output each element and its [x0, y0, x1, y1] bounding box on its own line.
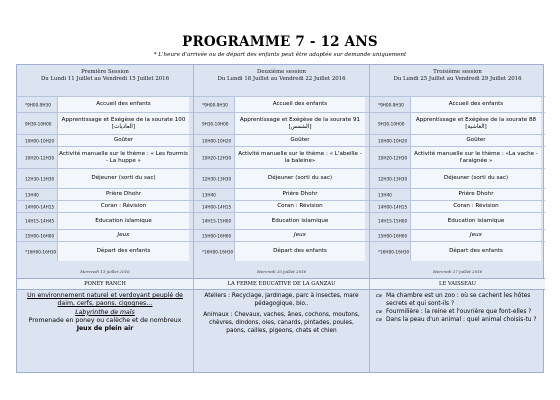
slot-time: 14H15-15H00 — [378, 218, 408, 224]
page-header — [16, 34, 544, 58]
session-name: Première Session — [81, 69, 129, 75]
slot-activity: Coran : Révision — [57, 201, 189, 212]
slot-activity: Education islamique — [57, 213, 189, 229]
schedule-row — [17, 188, 193, 200]
slot-time: 14H15-14H45 — [25, 218, 55, 224]
schedule-row — [17, 134, 193, 146]
schedule-row — [194, 134, 369, 146]
schedule-row — [17, 146, 193, 168]
slot-activity: Apprentissage et Exégèse de la sourate 88 [الغاشية] — [410, 113, 541, 134]
session-column-2 — [193, 65, 369, 372]
slot-activity: Déjeuner (sorti du sac) — [410, 169, 541, 188]
slot-activity: Goûter — [57, 135, 189, 146]
schedule-row — [194, 96, 369, 112]
slot-activity: Jeux — [410, 230, 541, 241]
schedule-row — [194, 200, 369, 212]
slot-time: 12H30-13H30 — [25, 176, 55, 181]
slot-time: 14H00-14H15 — [25, 204, 55, 209]
outing-description — [200, 292, 363, 335]
bullet-mark: ca — [376, 293, 382, 299]
slot-activity: Prière Dhohr — [57, 189, 189, 200]
slot-activity: Déjeuner (sorti du sac) — [234, 169, 365, 188]
slot-activity: Départ des enfants — [57, 242, 189, 261]
session-dates: Du Lundi 18 Juillet au Vendredi 22 Juillet 2016 — [217, 76, 346, 82]
slot-time: *9H00-9H30 — [378, 102, 404, 107]
timetable — [370, 96, 545, 261]
schedule-row — [17, 168, 193, 188]
schedule-row — [370, 212, 545, 229]
list-item — [376, 316, 539, 324]
schedule-row — [194, 229, 369, 241]
slot-time: 9H30-10H00 — [25, 121, 52, 126]
slot-time: 10H00-10H20 — [25, 138, 55, 143]
slot-time: 14H15-15H00 — [202, 218, 232, 224]
outing-description — [23, 292, 187, 333]
schedule-row — [194, 241, 369, 261]
slot-activity: Déjeuner (sorti du sac) — [57, 169, 189, 188]
slot-time: 15H00-16H00 — [25, 233, 55, 238]
slot-activity: Activité manuelle sur le thème : « Les fourmis - La huppe » — [57, 147, 189, 168]
schedule-row — [194, 146, 369, 168]
arrival-note: * L'heure d'arrivée ou de départ des enfants peut être adaptée sur demande uniquement — [153, 52, 407, 58]
schedule-row — [17, 241, 193, 261]
slot-activity: Activité manuelle sur le thème : «La vache - l'araignée » — [410, 147, 541, 168]
list-item — [376, 292, 539, 308]
schedule-row — [370, 96, 545, 112]
schedule-row — [370, 168, 545, 188]
slot-activity: Apprentissage et Exégèse de la sourate 100 [العاديات] — [57, 113, 189, 134]
slot-time: 10H20-12H30 — [25, 155, 55, 160]
page-title: PROGRAMME 7 - 12 ANS — [182, 34, 378, 50]
bullet-mark: ca — [376, 317, 382, 323]
bullet-mark: ca — [376, 309, 382, 315]
slot-time: *16H00-16H30 — [25, 249, 57, 254]
desc-text: Animaux : Chevaux, vaches, ânes, cochons, moutons, chèvres, dindons, oies, canards, pintades, poules, paons, cailles, pigeons, chats et chien — [203, 312, 360, 334]
slot-activity: Départ des enfants — [234, 242, 365, 261]
desc-text: Ateliers : Recyclage, jardinage, parc à insectes, mare pédagogique, bio.. — [204, 293, 359, 307]
list-item — [376, 308, 539, 316]
slot-activity: Accueil des enfants — [57, 97, 189, 112]
schedule-row — [370, 134, 545, 146]
schedule-row — [194, 168, 369, 188]
schedule-row — [17, 112, 193, 134]
slot-activity: Prière Dhohr — [410, 189, 541, 200]
session-name: Deuxième session — [257, 69, 306, 75]
slot-time: 10H20-12H30 — [378, 155, 408, 160]
schedule-row — [370, 229, 545, 241]
timetable — [194, 96, 369, 261]
timetable — [17, 96, 193, 261]
slot-activity: Prière Dhohr — [234, 189, 365, 200]
schedule-row — [17, 96, 193, 112]
outing-date: Mercredi 20 juillet 2016 — [256, 269, 307, 274]
slot-time: *9H00-9H30 — [202, 102, 228, 107]
slot-time: 14H00-14H15 — [378, 204, 408, 209]
outing-venue: LE VAISSEAU — [370, 278, 545, 290]
session-column-1 — [17, 65, 193, 372]
outing-description — [376, 292, 539, 324]
slot-time: 13H40 — [378, 192, 392, 197]
desc-text: Fourmilière : la reine et l'ouvrière que font-elles ? — [386, 309, 532, 315]
desc-text: Jeux de plein air — [76, 325, 134, 333]
slot-time: 10H00-10H20 — [378, 138, 408, 143]
slot-time: 10H20-12H30 — [202, 155, 232, 160]
session-dates: Du Lundi 11 Juillet au Vendredi 15 Juillet 2016 — [40, 76, 170, 82]
slot-activity: Coran : Révision — [410, 201, 541, 212]
slot-time: 13H40 — [202, 192, 216, 197]
slot-time: 9H30-10H00 — [202, 121, 229, 126]
slot-time: 12H30-13H30 — [378, 176, 408, 181]
schedule-row — [17, 229, 193, 241]
slot-time: 10H00-10H20 — [202, 138, 232, 143]
slot-time: *16H00-16H30 — [202, 249, 234, 254]
slot-activity: Goûter — [234, 135, 365, 146]
slot-time: 14H00-14H15 — [202, 204, 232, 209]
schedule-row — [194, 112, 369, 134]
session-dates: Du Lundi 25 Juillet au Vendredi 29 Juillet 2016 — [393, 76, 522, 82]
slot-activity: Jeux — [57, 230, 189, 241]
session-column-3 — [369, 65, 545, 372]
session-header — [370, 65, 545, 96]
desc-text: Labyrinthe de maïs — [75, 308, 135, 316]
schedule-row — [370, 188, 545, 200]
outing-venue: PONEY RANCH — [17, 278, 193, 290]
slot-time: *9H00-9H30 — [25, 102, 51, 107]
slot-time: 12H30-13H30 — [202, 176, 232, 181]
outing-venue: LA FERME EDUCATIVE DE LA GANZAU — [194, 278, 369, 290]
session-header — [17, 65, 193, 96]
slot-time: 9H30-10H00 — [378, 121, 405, 126]
slot-activity: Goûter — [410, 135, 541, 146]
slot-activity: Apprentissage et Exégèse de la sourate 91 [الشمس] — [234, 113, 365, 134]
slot-time: *16H00-16H30 — [378, 249, 410, 254]
schedule-row — [370, 200, 545, 212]
session-header — [194, 65, 369, 96]
schedule-row — [194, 188, 369, 200]
schedule-row — [17, 212, 193, 229]
slot-time: 15H00-16H00 — [378, 233, 408, 238]
slot-time: 15H00-16H00 — [202, 233, 232, 238]
schedule-row — [194, 212, 369, 229]
desc-text: Ma chambre est un zoo : où se cachent les hôtes secrets et qui sont-ils ? — [386, 293, 531, 307]
schedule-row — [370, 146, 545, 168]
slot-activity: Accueil des enfants — [234, 97, 365, 112]
slot-activity: Jeux — [234, 230, 365, 241]
schedule-row — [370, 241, 545, 261]
schedule-row — [17, 200, 193, 212]
slot-activity: Coran : Révision — [234, 201, 365, 212]
session-name: Troisième session — [433, 69, 482, 75]
desc-text: Dans la peau d'un animal : quel animal choisis-tu ? — [386, 317, 537, 323]
outing-date: Mercredi 27 juillet 2016 — [432, 269, 483, 274]
slot-activity: Accueil des enfants — [410, 97, 541, 112]
schedule-grid — [16, 64, 544, 373]
slot-time: 13H40 — [25, 192, 39, 197]
outing-date: Mercredi 13 juillet 2016 — [80, 269, 130, 274]
desc-text: Un environnement naturel et verdoyant peuplé de daim, cerfs, paons, cigognes… — [27, 292, 183, 308]
slot-activity: Education islamique — [234, 213, 365, 229]
slot-activity: Départ des enfants — [410, 242, 541, 261]
schedule-row — [370, 112, 545, 134]
slot-activity: Education islamique — [410, 213, 541, 229]
slot-activity: Activité manuelle sur le thème : « L'abeille - la baleine» — [234, 147, 365, 168]
desc-text: Promenade en poney ou calèche et de nombreux — [28, 316, 182, 324]
